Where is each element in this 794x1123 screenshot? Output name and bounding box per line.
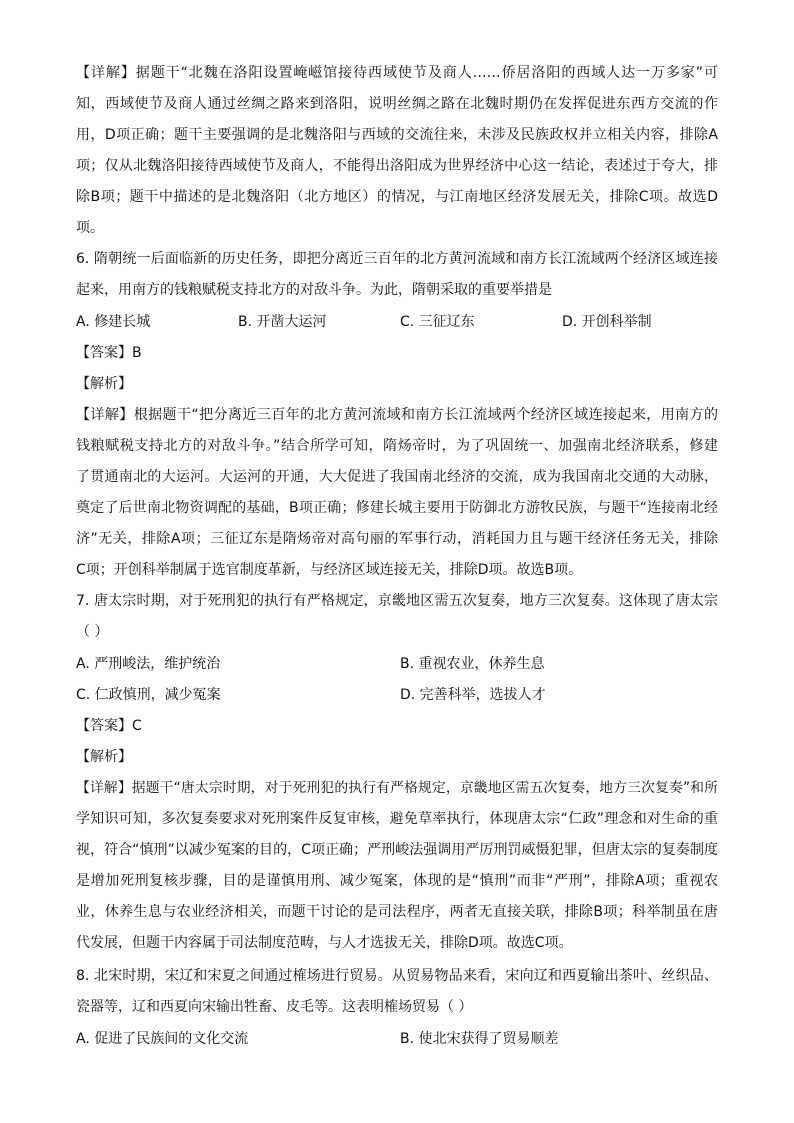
- q7-option-a: A. 严刑峻法，维护统治: [76, 656, 221, 672]
- q6-explain-line-3: 了贯通南北的大运河。大运河的开通，大大促进了我国南北经济的交流，成为我国南北交通的大动脉，: [76, 469, 718, 485]
- q6-option-b: B. 开凿大运河: [238, 314, 327, 330]
- q5-explain-line-6: 项。: [76, 220, 104, 236]
- q7-explain-line-2: 学知识可知，多次复奏要求对死刑案件反复审核，避免草率执行，体现唐太宗“仁政”理念和对生命的重: [76, 811, 718, 827]
- q8-option-a: A. 促进了民族间的文化交流: [76, 1031, 249, 1047]
- q5-explain-line-4: 项；仅从北魏洛阳接待西域使节及商人，不能得出洛阳成为世界经济中心这一结论，表述过于夸大，排: [76, 158, 718, 174]
- q6-explain-line-1: 【详解】根据题干“把分离近三百年的北方黄河流域和南方长江流域两个经济区域连接起来，用南方的: [76, 407, 718, 423]
- q7-explain-line-4: 是增加死刑复核步骤，目的是谨慎用刑、减少冤案，体现的是“慎刑”而非“严刑”，排除A项；重视农: [76, 873, 718, 889]
- q5-explain-line-2: 知，西域使节及商人通过丝绸之路来到洛阳，说明丝绸之路在北魏时期仍在发挥促进东西方交流的作: [76, 96, 718, 112]
- q6-option-d: D. 开创科举制: [562, 314, 652, 330]
- q6-answer: 【答案】B: [76, 345, 142, 361]
- q8-stem-line-2: 瓷器等，辽和西夏向宋输出牲畜、皮毛等。这表明榷场贸易（ ）: [76, 999, 473, 1015]
- q6-analysis-label: 【解析】: [76, 376, 132, 392]
- q7-answer: 【答案】C: [76, 718, 142, 734]
- q6-stem-line-2: 起来，用南方的钱粮赋税支持北方的对敌斗争。为此，隋朝采取的重要举措是: [76, 282, 552, 298]
- q7-stem-line-1: 7. 唐太宗时期，对于死刑犯的执行有严格规定，京畿地区需五次复奏，地方三次复奏。这体现了唐太宗: [76, 593, 718, 609]
- q7-option-c: C. 仁政慎刑，减少冤案: [76, 687, 221, 703]
- q5-explain-line-5: 除B项；题干中描述的是北魏洛阳（北方地区）的情况，与江南地区经济发展无关，排除C项。故选D: [76, 189, 718, 205]
- q8-stem-line-1: 8. 北宋时期，宋辽和宋夏之间通过榷场进行贸易。从贸易物品来看，宋向辽和西夏输出茶叶、丝织品、: [76, 968, 718, 984]
- q7-stem-line-2: （ ）: [76, 624, 109, 640]
- q7-explain-line-1: 【详解】据题干“唐太宗时期，对于死刑犯的执行有严格规定，京畿地区需五次复奏，地方三次复奏”和所: [76, 780, 718, 796]
- q6-stem-line-1: 6. 隋朝统一后面临新的历史任务，即把分离近三百年的北方黄河流域和南方长江流域两个经济区域连接: [76, 251, 718, 267]
- q7-explain-line-6: 代发展，但题干内容属于司法制度范畴，与人才选拔无关，排除D项。故选C项。: [76, 935, 573, 951]
- q7-analysis-label: 【解析】: [76, 749, 132, 765]
- q7-option-b: B. 重视农业，休养生息: [400, 656, 545, 672]
- q6-explain-line-2: 钱粮赋税支持北方的对敌斗争。”结合所学可知，隋炀帝时，为了巩固统一、加强南北经济联系，修建: [76, 438, 718, 454]
- q6-option-c: C. 三征辽东: [400, 314, 475, 330]
- q5-explain-line-3: 用，D项正确；题干主要强调的是北魏洛阳与西域的交流往来，未涉及民族政权并立相关内容，排除A: [76, 127, 718, 143]
- q6-explain-line-5: 济”无关，排除A项；三征辽东是隋炀帝对高句丽的军事行动，消耗国力且与题干经济任务无关，排除: [76, 531, 718, 547]
- q7-explain-line-5: 业，休养生息与农业经济相关，而题干讨论的是司法程序，两者无直接关联，排除B项；科举制虽在唐: [76, 904, 718, 920]
- q8-option-b: B. 使北宋获得了贸易顺差: [400, 1031, 559, 1047]
- q7-explain-line-3: 视，符合“慎刑”以减少冤案的目的，C项正确；严刑峻法强调用严厉刑罚威慑犯罪，但唐太宗的复奏制度: [76, 842, 718, 858]
- q6-explain-line-4: 奠定了后世南北物资调配的基础，B项正确；修建长城主要用于防御北方游牧民族，与题干“连接南北经: [76, 500, 718, 516]
- q7-option-d: D. 完善科举，选拔人才: [400, 687, 546, 703]
- q5-explain-line-1: 【详解】据题干“北魏在洛阳设置崦嵫馆接待西域使节及商人……侨居洛阳的西域人达一万多家”可: [76, 65, 718, 81]
- q6-option-a: A. 修建长城: [76, 314, 151, 330]
- q6-explain-line-6: C项；开创科举制属于选官制度革新，与经济区域连接无关，排除D项。故选B项。: [76, 562, 583, 578]
